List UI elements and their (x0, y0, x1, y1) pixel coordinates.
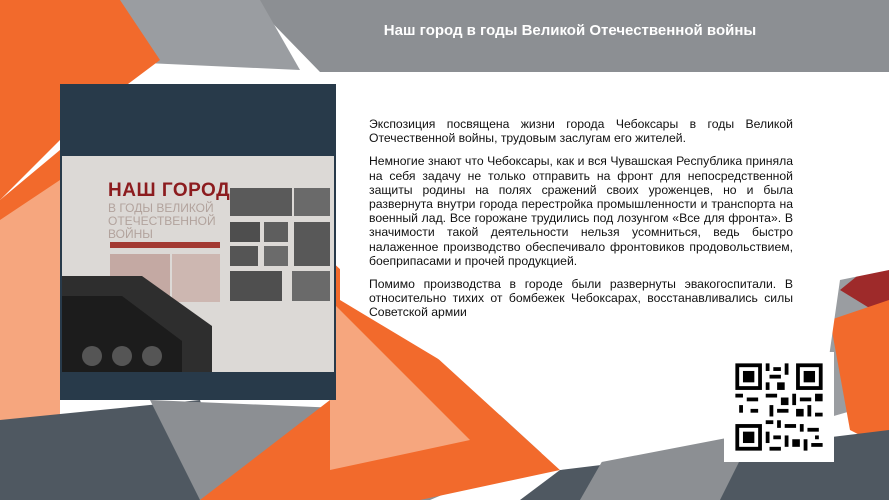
exhibit-subtitle: В ГОДЫ ВЕЛИКОЙ ОТЕЧЕСТВЕННОЙ ВОЙНЫ (108, 201, 216, 241)
exhibit-title: НАШ ГОРОД (108, 180, 231, 201)
content-text (369, 117, 793, 329)
exhibit-wall (62, 156, 334, 372)
paragraph-2: Немногие знают что Чебоксары, как и вся Чувашская Республика приняла на себя задачу не только отправить на фронт для непосредственной защиты родины на полях сражений своих уроженцев, но и была развернута внутри города перестройка промышленности и транспорта на военный лад. Все горожане трудились под лозунгом «Все для фронта». В значимости такой деятельности нельзя усомниться, ведь быстро налаженное производство обеспечивало фронтовиков продовольствием, боеприпасами и прочей продукцией. (369, 154, 793, 268)
qr-code-icon (724, 352, 834, 462)
paragraph-1: Экспозиция посвящена жизни города Чебоксары в годы Великой Отечественной войны, трудовым заслугам его жителей. (369, 117, 793, 146)
paragraph-3: Помимо производства в городе были развернуты эвакогоспитали. В относительно тихих от бомбежек Чебоксарах, восстанавливались силы Советской армии (369, 277, 793, 320)
exhibit-photo (60, 84, 336, 400)
slide-title: Наш город в годы Великой Отечественной войны (383, 22, 757, 39)
qr-code[interactable] (724, 352, 834, 462)
